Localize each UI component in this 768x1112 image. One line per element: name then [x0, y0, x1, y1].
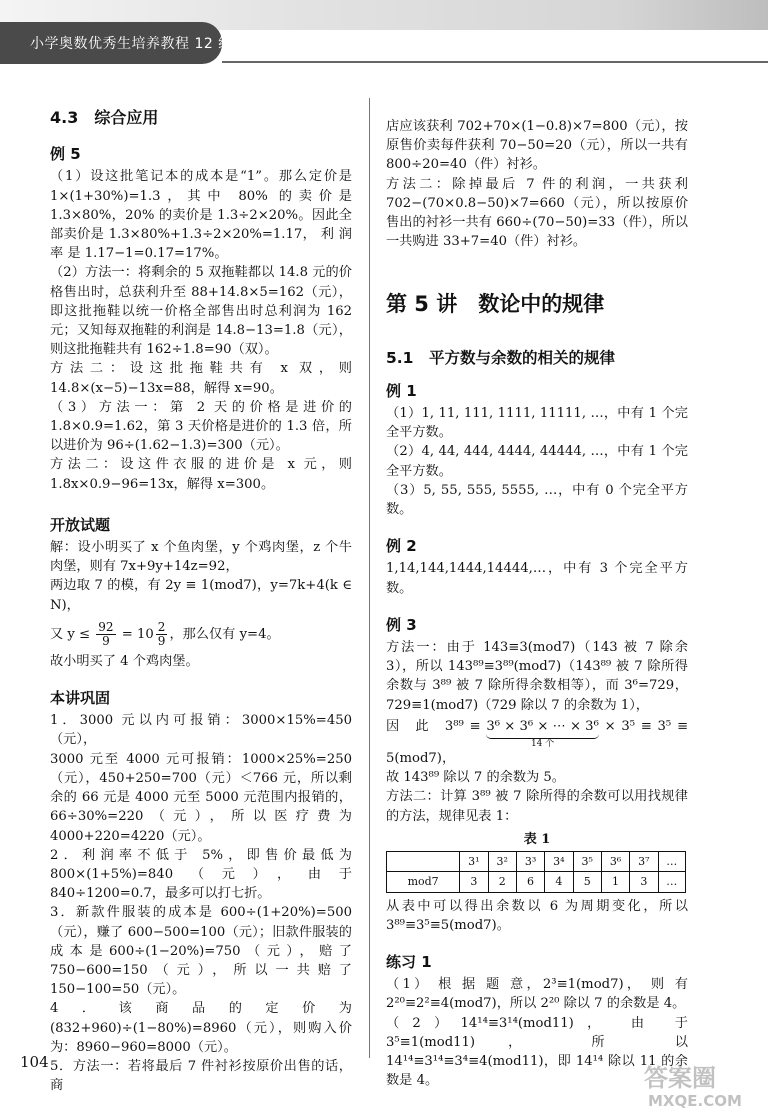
section-title: 5.1 平方数与余数的相关的规律: [386, 348, 615, 367]
open-question-title: 开放试题: [50, 515, 111, 534]
brace-label: 14 个: [530, 739, 555, 750]
table-cell: 3³: [516, 852, 544, 872]
watermark-line2: MXQE.COM: [648, 1092, 742, 1110]
table-cell: 6: [516, 872, 544, 892]
example-1-title: 例 1: [386, 381, 417, 400]
table-cell: 3: [460, 872, 488, 892]
table-cell: 5: [573, 872, 601, 892]
text: 又 y ≤: [50, 626, 91, 642]
paragraph: 方法二：计算 3⁸⁹ 被 7 除所得的余数可以用找规律的方法，规律见表 1：: [386, 789, 688, 824]
table-row: [387, 872, 686, 892]
paragraph: 店应该获利 702+70×(1−0.8)×7=800（元），按原售价卖每件获利 70−50=20（元），所以一共有800÷20=40（件）衬衫。: [386, 119, 688, 173]
table-cell: 3: [630, 872, 658, 892]
example-3-title: 例 3: [386, 615, 417, 634]
inequality-line: [50, 621, 352, 648]
paragraph: （2）4, 44, 444, 4444, 44444, …，中有 1 个完全平方数。: [386, 444, 688, 479]
table-cell: 3⁴: [545, 852, 573, 872]
review-title: 本讲巩固: [50, 689, 111, 708]
text: × 3⁵ ≡ 3⁵ ≡ 5(mod7)，: [386, 718, 688, 767]
section-title: 4.3 综合应用: [50, 108, 159, 127]
paragraph: （2）14¹⁴≡3¹⁴(mod11)， 由 于 3⁵≡1(mod11)， 所 以 14¹⁴≡3¹⁴≡3⁴≡4(mod11)，即 14¹⁴ 除以 11 的余数是 4。: [386, 1015, 688, 1089]
table-caption: 表 1: [523, 831, 551, 847]
chapter-title: 第 5 讲 数论中的规律: [386, 292, 605, 317]
column-divider: [369, 98, 370, 1058]
denominator: 9: [157, 633, 166, 648]
denominator: 9: [102, 633, 110, 648]
numerator: 92: [98, 619, 114, 634]
header-rule: [222, 61, 768, 63]
paragraph: 1,14,144,1444,14444,…，中有 3 个完全平方数。: [386, 561, 688, 596]
table-cell: 3⁶: [601, 852, 629, 872]
page-number: 104: [20, 1053, 49, 1071]
table-cell: 3⁷: [630, 852, 658, 872]
brace-content: 3⁶ × 3⁶ × ⋯ × 3⁶: [486, 718, 599, 734]
paragraph: 从表中可以得出余数以 6 为周期变化，所以3⁸⁹≡3⁵≡5(mod7)。: [386, 898, 688, 933]
table-cell: 3⁵: [573, 852, 601, 872]
paragraph: 3000 元至 4000 元可报销：1000×25%=250（元），450+250=700（元）＜766 元，所以剩余的 66 元是 4000 元至 5000 元范围内报销的，66÷30%=220（元），所以医疗费为 4000+220=4220（元）。: [50, 751, 352, 844]
congruence-line: [386, 717, 688, 768]
paragraph: （1）1, 11, 111, 1111, 11111, …，中有 1 个完全平方数。: [386, 406, 688, 441]
text: ，那么仅有 y=4。: [169, 626, 280, 642]
paragraph: 1．3000 元以内可报销：3000×15%=450（元），: [50, 713, 352, 748]
watermark-logo: [640, 1060, 762, 1110]
paragraph: （1） 根 据 题 意，2³≡1(mod7)， 则 有 2²⁰≡2²≡4(mod7)，所以 2²⁰ 除以 7 的余数是 4。: [386, 977, 688, 1012]
example-5-title: 例 5: [50, 145, 81, 164]
underbrace: [486, 717, 599, 749]
paragraph: 2．利润率不低于 5%，即售价最低为 800×(1+5%)=840（元），由于 840÷1200=0.7，最多可以打七折。: [50, 847, 352, 902]
paragraph: 3．新款件服装的成本是 600÷(1+20%)=500（元），赚了 600−500=100（元）；旧款件服装的成本是600÷(1−20%)=750（元），赔了 750−600=150（元），所以一共赔了 150−100=50（元）。: [50, 905, 352, 998]
table-row: [387, 852, 686, 872]
practice-1-title: 练习 1: [386, 952, 432, 971]
paragraph: 方法二：除掉最后 7 件的利润，一共获利 702−(70×0.8−50)×7=660（元），所以按原价售出的衬衫一共有 660÷(70−50)=33（件），所以一共购进 33+7=40（件）衬衫。: [386, 176, 688, 250]
fraction-92-9: [96, 621, 115, 648]
table-cell: 1: [601, 872, 629, 892]
paragraph: 方法二：设这件衣服的进价是 x 元，则 1.8x×0.9−96=13x，解得 x=300。: [50, 457, 352, 492]
paragraph: 两边取 7 的模，有 2y ≡ 1(mod7)，y=7k+4(k ∈ N)，: [50, 578, 352, 613]
paragraph: （2）方法一：将剩余的 5 双拖鞋都以 14.8 元的价格售出时，总获利升至 88+14.8×5=162（元），即这批拖鞋以统一价格全部售出时总利润为 162元；又知每双拖鞋的利润是 14.8−13=1.8（元），则这批拖鞋共有 162÷1.8=90（双）。: [50, 265, 352, 358]
watermark-line1: 答案圈: [644, 1064, 716, 1092]
example-2-title: 例 2: [386, 537, 417, 556]
table-cell: 3²: [488, 852, 516, 872]
table-cell: …: [658, 872, 685, 892]
paragraph: 方法二：设这批拖鞋共有 x 双，则 14.8×(x−5)−13x=88，解得 x=90。: [50, 361, 352, 396]
paragraph: （1）设这批笔记本的成本是“1”。那么定价是1×(1+30%)=1.3，其中 80% 的卖价是 1.3×80%，20% 的卖价是 1.3÷2×20%。因此全部卖价是 1.3×80%+1.3÷2×20%=1.17， 利 润 率 是 1.17−1=0.17=17%。: [50, 169, 352, 262]
paragraph: 解：设小明买了 x 个鱼肉堡，y 个鸡肉堡，z 个牛肉堡，则有 7x+9y+14z=92，: [50, 540, 352, 575]
paragraph: （3）5, 55, 555, 5555, …，中有 0 个完全平方数。: [386, 482, 688, 518]
paragraph: 故小明买了 4 个鸡肉堡。: [50, 653, 199, 669]
remainder-table: [386, 851, 686, 892]
text: 因 此 3⁸⁹ ≡: [386, 718, 481, 734]
paragraph: 4．该商品的定价为 (832+960)÷(1−80%)=8960（元），则购入价为：8960−960=8000（元）。: [50, 1001, 352, 1055]
paragraph: 方法一：由于 143≡3(mod7)（143 被 7 除余 3），所以 143⁸⁹≡3⁸⁹(mod7)（143⁸⁹ 被 7 除所得余数与 3⁸⁹ 被 7 除所得余数相等），而 3⁶=729，729≡1(mod7)（729 除以 7 的余数为 1），: [386, 640, 688, 713]
table-cell: [387, 852, 460, 872]
right-column: [386, 117, 688, 1090]
paragraph: 5．方法一：若将最后 7 件衬衫按原价出售的话，商: [50, 1058, 352, 1094]
table-cell: 3¹: [460, 852, 488, 872]
table-cell: mod7: [387, 872, 460, 892]
text: = 10: [121, 626, 154, 642]
header-title: 小学奥数优秀生培养教程 12 级: [30, 36, 233, 52]
numerator: 2: [157, 619, 166, 634]
fraction-2-9: [156, 621, 168, 648]
table-cell: …: [658, 852, 685, 872]
paragraph: （3）方法一：第 2 天的价格是进价的 1.8×0.9=1.62，第 3 天价格是进价的 1.3 倍，所以进价为 96÷(1.62−1.3)=300（元）。: [50, 399, 352, 454]
table-cell: 2: [488, 872, 516, 892]
table-cell: 4: [545, 872, 573, 892]
paragraph: 故 143⁸⁹ 除以 7 的余数为 5。: [386, 770, 565, 786]
left-column: [50, 100, 352, 1095]
